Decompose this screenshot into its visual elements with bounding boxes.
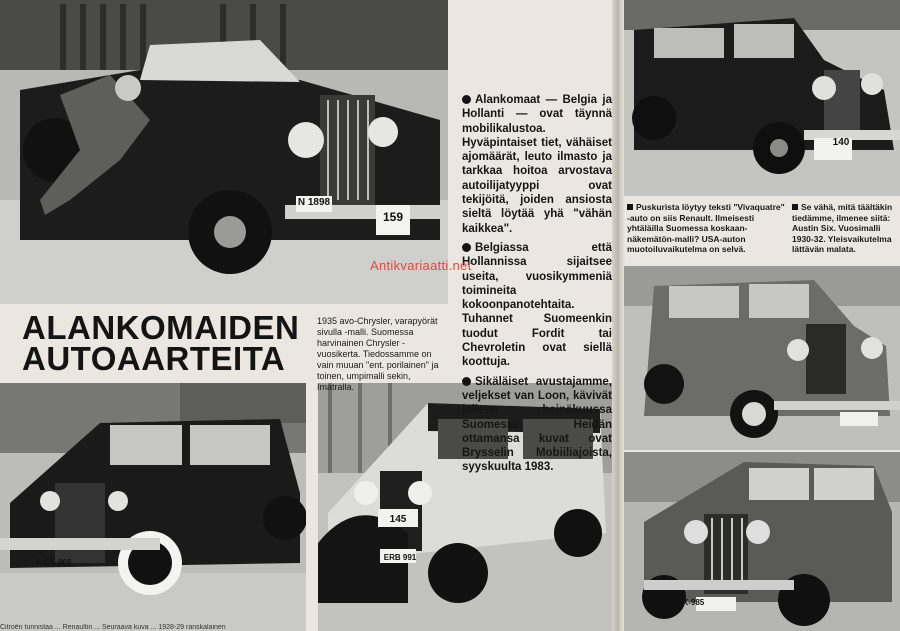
photo-renault-sedan — [624, 452, 900, 631]
caption-square-icon — [792, 204, 798, 210]
bullet-icon — [462, 377, 471, 386]
watermark-link[interactable]: Antikvariaatti.net — [370, 258, 472, 273]
plate-bottom-left: F-CE-969 — [36, 558, 72, 567]
number-badge-top-right: 140 — [832, 137, 850, 148]
title-line-2: AUTOAARTEITA — [22, 340, 286, 377]
photo-sedan-top-right — [624, 0, 900, 196]
caption-chrysler: 1935 avo-Chrysler, varapyörät sivulla -malli. Suomessa harvinainen Chrysler -vuosikerta. Tiedossamme on vain muuan "ent. porilainen" ja toinen, umpimalli sekin, Imatralla. — [317, 316, 439, 392]
caption-square-icon — [627, 204, 633, 210]
article-paragraph: Sikäläiset avustajamme, veljekset van Loon, kävivät jälleen heinäkuussa Suomessa. Heidän ottamansa kuvat ovat Brysselin Mobiiliajoista, syyskuulta 1983. — [462, 375, 612, 474]
clipped-footer-text: Citroën tunnistaa ... Renaultin ... Seuraava kuva ... 1928-29 ranskalainen — [0, 624, 226, 631]
article-paragraph: Alankomaat — Belgia ja Hollanti — ovat täynnä mobilikalustoa. Hyväpintaiset tiet, vähäiset ajomäärät, leuto ilmasto ja tarkkaa hoitoa arvostava autoilijatyyppi ovat tekijöitä, joiden ansiosta sieltä löytää yhä "vähän kaikkea". — [462, 94, 612, 235]
plate-chrysler: N 1898 — [297, 197, 331, 208]
bullet-icon — [462, 243, 471, 252]
caption-austin: Se vähä, mitä täältäkin tiedämme, ilmenee siitä: Austin Six. Vuosimalli 1930-32. Yleisvaikutelma lättävän malata. — [792, 202, 893, 255]
title-line-1: ALANKOMAIDEN — [22, 309, 300, 346]
article-body — [462, 93, 612, 480]
number-badge-chrysler: 159 — [382, 210, 404, 224]
plate-bottom-middle: ERB 991 — [383, 553, 417, 562]
plate-renault: IJK-985 — [675, 598, 705, 607]
caption-renault: Puskurista löytyy teksti "Vivaquatre" -auto on siis Renault. Ilmeisesti yhtäläilla Suomessa koskaan-näkemätön-malli? USA-auton muotoiluvaikutelma on selvä. — [627, 202, 785, 255]
photo-sedan-bottom-left — [0, 383, 306, 631]
article-title — [22, 309, 312, 377]
number-badge-bottom-middle: 145 — [389, 514, 407, 525]
photo-austin-sedan — [624, 266, 900, 450]
bullet-icon — [462, 95, 471, 104]
article-paragraph: Belgiassa että Hollannissa sijaitsee useita, vuosikymmeniä toimineita kokoonpanotehtaita. Tuhannet Suomeenkin tuodut Fordit tai Chevroletin ovat siellä koottuja. — [462, 241, 612, 369]
